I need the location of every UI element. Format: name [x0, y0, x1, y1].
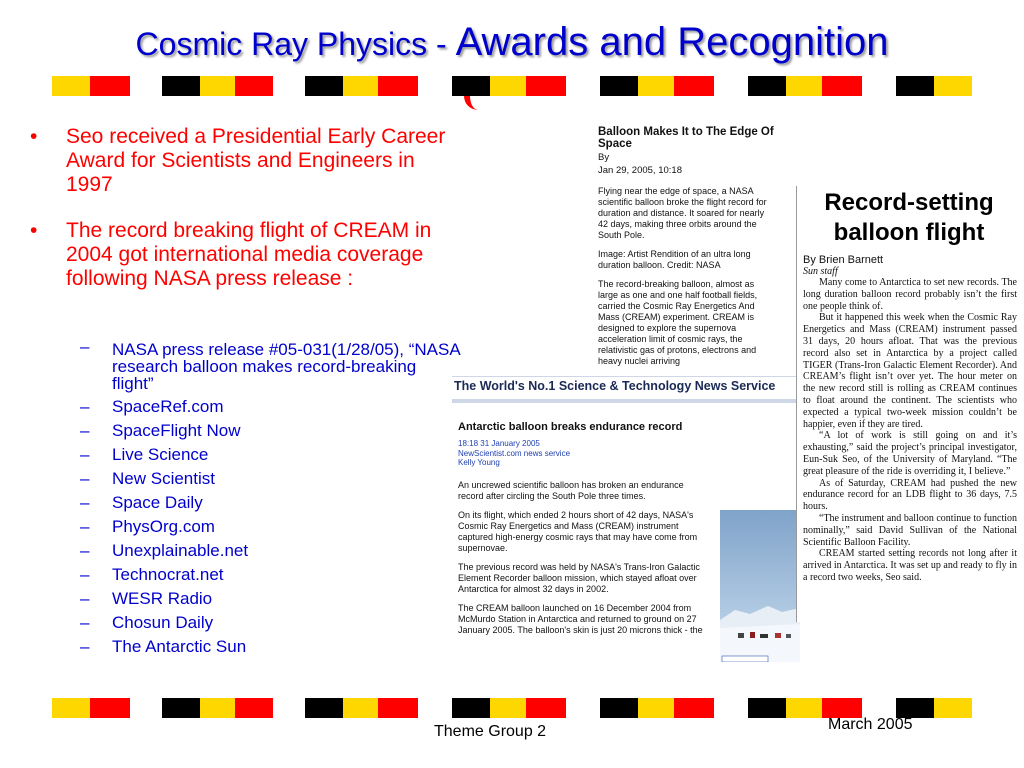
article-paragraph: “The instrument and balloon continue to function nominally,” said David Sullivan of the National Scientific Balloon Facility.	[803, 512, 1017, 548]
list-item-text: NASA press release #05-031(1/28/05), “NASA research balloon makes record-breaking flight”	[112, 340, 460, 393]
dash-marker: –	[80, 445, 90, 464]
article-clipping-antarctic-sun	[796, 186, 1021, 622]
article-headline: Antarctic balloon breaks endurance record	[458, 421, 683, 433]
bullet-marker: •	[30, 125, 38, 148]
article-paragraph: The previous record was held by NASA's Trans-Iron Galactic Element Recorder balloon mission, which stayed afloat over Antarctica for almost 32 days in 2002.	[458, 561, 700, 594]
list-item	[80, 539, 460, 563]
list-item	[80, 491, 460, 515]
article-paragraph: Many come to Antarctica to set new records. The long duration balloon record probably isn’t the first one people think of.	[803, 277, 1017, 312]
article-paragraph: CREAM started setting records not long after it arrived in Antarctica. It was set up and ready to fly in a record two weeks, Seo said.	[803, 548, 1017, 583]
dash-marker: –	[80, 517, 90, 536]
dash-marker: –	[80, 541, 90, 560]
article-meta	[458, 439, 796, 468]
article-source: NewScientist.com news service	[458, 448, 571, 458]
dash-marker: –	[80, 337, 90, 356]
list-item	[80, 467, 460, 491]
bullet-item	[30, 125, 460, 197]
list-item-text: PhysOrg.com	[112, 517, 215, 536]
title-part1: Cosmic Ray Physics -	[135, 26, 456, 62]
article-paragraph: The CREAM balloon launched on 16 December 2004 from McMurdo Station in Antarctica and returned to ground on 27 January 2005. The balloon's skin is just 20 microns thick - the	[458, 602, 703, 635]
list-item-text: New Scientist	[112, 469, 215, 488]
list-item	[80, 395, 460, 419]
list-item-text: Space Daily	[112, 493, 203, 512]
list-item	[80, 563, 460, 587]
article-paragraph: The record-breaking balloon, almost as large as one and one half football fields, carried the Cosmic Ray Energetics And Mass (CREAM) experiment. CREAM is designed to explore the supernova acceleration limit of cosmic rays, the relativistic gas of protons, electrons and heavy nuclei arriving	[598, 279, 758, 366]
article-date: Jan 29, 2005, 10:18	[598, 165, 682, 176]
article-headline: Balloon Makes It to The Edge Of Space	[598, 126, 774, 150]
antarctic-photo-image	[720, 510, 800, 662]
top-stripe	[52, 76, 972, 96]
footer-theme-group: Theme Group 2	[434, 723, 547, 740]
article-paragraph: “A lot of work is still going on and it’s exhausting,” said the project’s principal investigator, Eun-Suk Seo, of the University of Maryland. “The great pleasure of the ride is overriding it, I believe.”	[803, 430, 1017, 477]
article-masthead: The World's No.1 Science & Technology News Service	[452, 377, 796, 403]
article-clipping-balloon-edge-of-space	[590, 118, 785, 380]
dash-marker: –	[80, 637, 90, 656]
slide-title	[0, 20, 1024, 65]
list-item-text: SpaceFlight Now	[112, 421, 241, 440]
list-item-text: Technocrat.net	[112, 565, 224, 584]
article-paragraph: An uncrewed scientific balloon has broken an endurance record after circling the South Pole three times.	[458, 479, 684, 501]
article-date: 18:18 31 January 2005	[458, 439, 540, 448]
dash-marker: –	[80, 493, 90, 512]
dash-marker: –	[80, 589, 90, 608]
dash-marker: –	[80, 469, 90, 488]
bullet-item	[30, 219, 460, 291]
antarctic-photo	[720, 510, 800, 662]
bullet-text: Seo received a Presidential Early Career Award for Scientists and Engineers in 1997	[66, 125, 446, 196]
list-item	[80, 515, 460, 539]
dash-marker: –	[80, 565, 90, 584]
list-item-text: Unexplainable.net	[112, 541, 249, 560]
list-item	[80, 587, 460, 611]
title-part2: Awards and Recognition	[455, 20, 889, 64]
bullet-list	[30, 125, 460, 313]
media-list	[80, 338, 460, 659]
footer-date: March 2005	[828, 716, 913, 733]
article-paragraph: As of Saturday, CREAM had pushed the new endurance record for an LDB flight to 36 days, 7.5 hours.	[803, 477, 1017, 513]
list-item	[80, 443, 460, 467]
article-body	[803, 277, 1017, 584]
list-item-text: The Antarctic Sun	[112, 637, 247, 656]
article-paragraph: Image: Artist Rendition of an ultra long duration balloon. Credit: NASA	[598, 249, 751, 270]
list-item-text: WESR Radio	[112, 589, 213, 608]
bullet-marker: •	[30, 219, 38, 242]
article-body	[598, 186, 768, 367]
list-item	[80, 635, 460, 659]
list-item-text: Chosun Daily	[112, 613, 214, 632]
article-byline: By	[598, 152, 610, 163]
stripe-arc	[464, 96, 510, 110]
bottom-stripe	[52, 698, 972, 718]
article-body	[458, 480, 708, 636]
bullet-text: The record breaking flight of CREAM in 2004 got international media coverage following NASA press release :	[66, 219, 432, 290]
list-item	[80, 338, 460, 395]
list-item	[80, 611, 460, 635]
dash-marker: –	[80, 397, 90, 416]
article-author: Kelly Young	[458, 458, 500, 467]
article-staff-label: Sun staff	[803, 266, 838, 277]
list-item	[80, 419, 460, 443]
list-item-text: SpaceRef.com	[112, 397, 224, 416]
article-paragraph: Flying near the edge of space, a NASA scientific balloon broke the flight record for duration and distance. It soared for nearly 42 days, making three orbits around the South Pole.	[598, 186, 767, 240]
article-paragraph: On its flight, which ended 2 hours short of 42 days, NASA's Cosmic Ray Energetics and Mass (CREAM) instrument captured high-energy cosmic rays that may have come from supernovae.	[458, 509, 698, 553]
dash-marker: –	[80, 421, 90, 440]
dash-marker: –	[80, 613, 90, 632]
article-paragraph: But it happened this week when the Cosmic Ray Energetics and Mass (CREAM) instrument passed 31 days, 20 hours afloat. That was the previous record also set in Antarctica by a project called TIGER (Trans-Iron Galactic Element Recorder). And CREAM’s flight isn’t over yet. The hour meter on the new record still is rolling as CREAM continues to float around the continent. The scientists who expected a typical two-week mission couldn’t be happier, even if they are tired.	[803, 312, 1017, 430]
article-headline: Record-setting balloon flight	[824, 189, 994, 246]
list-item-text: Live Science	[112, 445, 209, 464]
article-byline: By Brien Barnett	[803, 254, 884, 266]
